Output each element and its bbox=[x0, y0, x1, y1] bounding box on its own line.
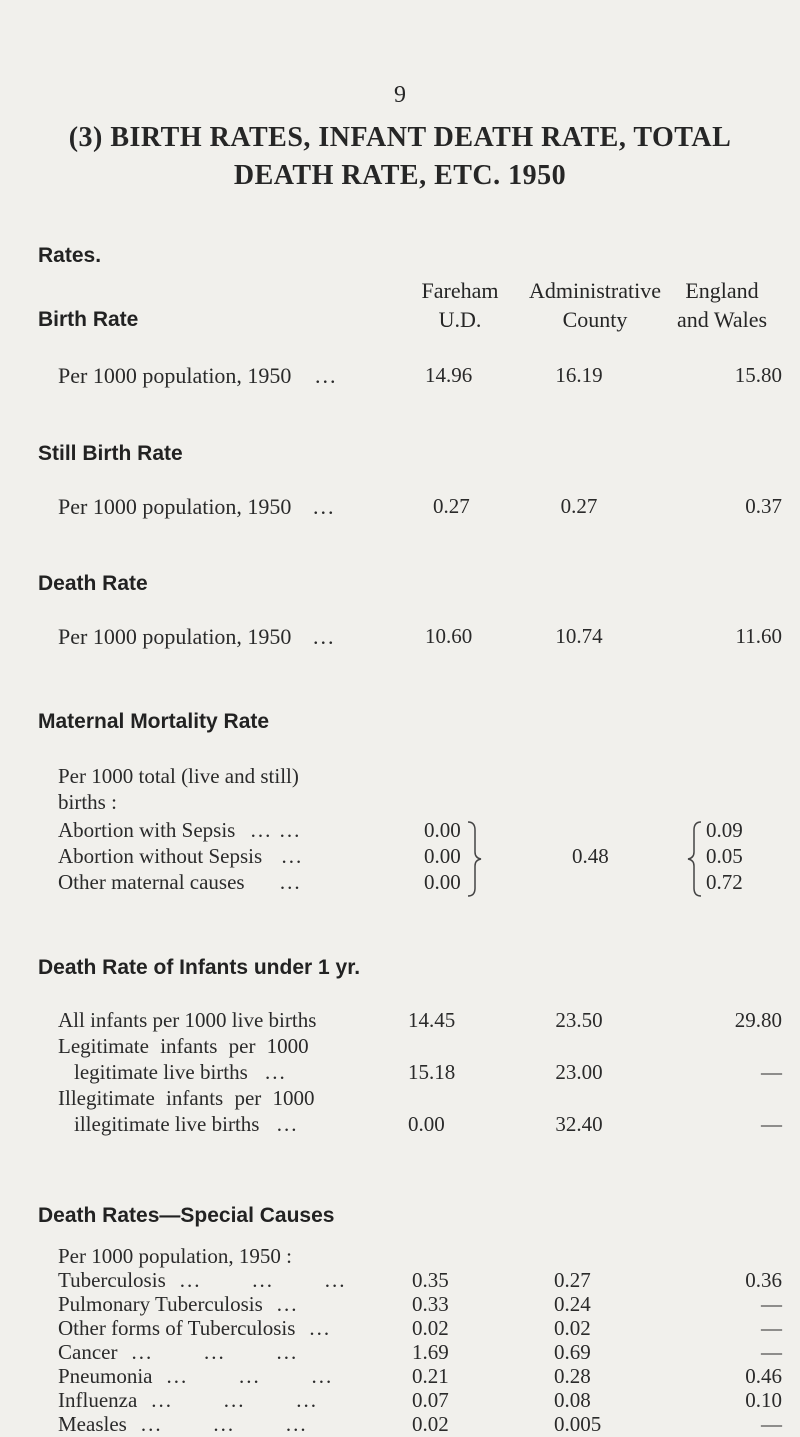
special-cause-county-value: 0.02 bbox=[554, 1316, 591, 1340]
special-cause-label: Pulmonary Tuberculosis ... bbox=[58, 1292, 299, 1316]
special-causes-intro: Per 1000 population, 1950 : bbox=[58, 1244, 292, 1268]
special-cause-fareham-value: 0.35 bbox=[412, 1268, 449, 1292]
special-cause-county-value: 0.28 bbox=[554, 1364, 591, 1388]
special-cause-england-value: 0.10 bbox=[745, 1388, 782, 1412]
special-cause-fareham-value: 0.07 bbox=[412, 1388, 449, 1412]
infant-row-label: Legitimate infants per 1000 bbox=[58, 1034, 309, 1058]
death-rate-fareham: 10.60 bbox=[425, 624, 473, 648]
infant-england-value: — bbox=[761, 1060, 782, 1084]
col-fareham-line-2: U.D. bbox=[438, 307, 482, 332]
maternal-fareham-value: 0.00 bbox=[424, 818, 461, 842]
birth-rate-heading: Birth Rate bbox=[38, 308, 139, 331]
special-cause-fareham-value: 0.02 bbox=[412, 1412, 449, 1436]
maternal-mortality-heading: Maternal Mortality Rate bbox=[38, 710, 270, 733]
maternal-row-label: Other maternal causes ... bbox=[58, 870, 302, 894]
left-brace-icon bbox=[685, 818, 703, 898]
page-title-line-1: (3) BIRTH RATES, INFANT DEATH RATE, TOTAL bbox=[68, 122, 732, 153]
maternal-england-value: 0.09 bbox=[706, 818, 743, 842]
infant-england-value: 29.80 bbox=[734, 1008, 782, 1032]
special-cause-england-value: — bbox=[761, 1292, 782, 1316]
birth-rate-fareham: 14.96 bbox=[425, 363, 473, 387]
special-cause-fareham-value: 0.33 bbox=[412, 1292, 449, 1316]
infant-row-label-cont: legitimate live births ... bbox=[74, 1060, 287, 1084]
special-cause-fareham-value: 0.21 bbox=[412, 1364, 449, 1388]
death-rate-england: 11.60 bbox=[735, 624, 782, 648]
special-cause-england-value: 0.46 bbox=[745, 1364, 782, 1388]
special-cause-label: Influenza ... ... ... bbox=[58, 1388, 319, 1412]
maternal-county-combined: 0.48 bbox=[572, 844, 609, 868]
special-cause-label: Measles ... ... ... bbox=[58, 1412, 308, 1436]
special-cause-england-value: — bbox=[761, 1316, 782, 1340]
birth-rate-england: 15.80 bbox=[734, 363, 782, 387]
special-cause-county-value: 0.08 bbox=[554, 1388, 591, 1412]
special-cause-england-value: — bbox=[761, 1340, 782, 1364]
infant-england-value: — bbox=[761, 1112, 782, 1136]
special-cause-county-value: 0.69 bbox=[554, 1340, 591, 1364]
special-cause-england-value: — bbox=[761, 1412, 782, 1436]
still-birth-rate-label: Per 1000 population, 1950 ... bbox=[58, 494, 336, 519]
death-rate-county: 10.74 bbox=[555, 624, 603, 648]
infant-death-rate-heading: Death Rate of Infants under 1 yr. bbox=[38, 956, 361, 979]
page-number: 9 bbox=[394, 82, 406, 108]
maternal-fareham-value: 0.00 bbox=[424, 844, 461, 868]
col-county-line-1: Administrative bbox=[529, 278, 661, 303]
infant-county-value: 23.00 bbox=[555, 1060, 603, 1084]
rates-heading: Rates. bbox=[38, 244, 102, 267]
infant-fareham-value: 15.18 bbox=[408, 1060, 456, 1084]
infant-row-label: All infants per 1000 live births bbox=[58, 1008, 317, 1032]
still-birth-rate-county: 0.27 bbox=[560, 494, 598, 518]
special-causes-heading: Death Rates—Special Causes bbox=[38, 1204, 335, 1227]
special-cause-label: Cancer ... ... ... bbox=[58, 1340, 299, 1364]
death-rate-heading: Death Rate bbox=[38, 572, 148, 595]
special-cause-county-value: 0.24 bbox=[554, 1292, 591, 1316]
special-cause-county-value: 0.27 bbox=[554, 1268, 591, 1292]
special-cause-label: Other forms of Tuberculosis ... bbox=[58, 1316, 332, 1340]
still-birth-rate-heading: Still Birth Rate bbox=[38, 442, 183, 465]
still-birth-rate-england: 0.37 bbox=[745, 494, 782, 518]
right-brace-icon bbox=[466, 818, 484, 898]
infant-county-value: 32.40 bbox=[555, 1112, 603, 1136]
still-birth-rate-fareham: 0.27 bbox=[433, 494, 470, 518]
col-england-line-1: England bbox=[685, 278, 759, 303]
maternal-england-value: 0.05 bbox=[706, 844, 743, 868]
maternal-england-value: 0.72 bbox=[706, 870, 743, 894]
infant-county-value: 23.50 bbox=[555, 1008, 603, 1032]
infant-row-label: Illegitimate infants per 1000 bbox=[58, 1086, 315, 1110]
infant-fareham-value: 0.00 bbox=[408, 1112, 445, 1136]
maternal-row-label: Abortion without Sepsis ... bbox=[58, 844, 304, 868]
special-cause-fareham-value: 0.02 bbox=[412, 1316, 449, 1340]
infant-row-label-cont: illegitimate live births ... bbox=[74, 1112, 299, 1136]
special-cause-label: Pneumonia ... ... ... bbox=[58, 1364, 334, 1388]
maternal-fareham-value: 0.00 bbox=[424, 870, 461, 894]
maternal-row-label: Abortion with Sepsis ... ... bbox=[58, 818, 302, 842]
maternal-intro-line-1: Per 1000 total (live and still) bbox=[58, 764, 299, 788]
special-cause-label: Tuberculosis ... ... ... bbox=[58, 1268, 347, 1292]
col-england-line-2: and Wales bbox=[676, 307, 768, 332]
infant-fareham-value: 14.45 bbox=[408, 1008, 456, 1032]
birth-rate-label: Per 1000 population, 1950 ... bbox=[58, 363, 338, 388]
col-county-line-2: County bbox=[562, 307, 628, 332]
birth-rate-county: 16.19 bbox=[555, 363, 603, 387]
col-fareham-line-1: Fareham bbox=[421, 278, 499, 303]
special-cause-county-value: 0.005 bbox=[554, 1412, 602, 1436]
special-cause-fareham-value: 1.69 bbox=[412, 1340, 449, 1364]
maternal-intro-line-2: births : bbox=[58, 790, 117, 814]
death-rate-label: Per 1000 population, 1950 ... bbox=[58, 624, 336, 649]
special-cause-england-value: 0.36 bbox=[745, 1268, 782, 1292]
page-title-line-2: DEATH RATE, ETC. 1950 bbox=[233, 160, 567, 191]
